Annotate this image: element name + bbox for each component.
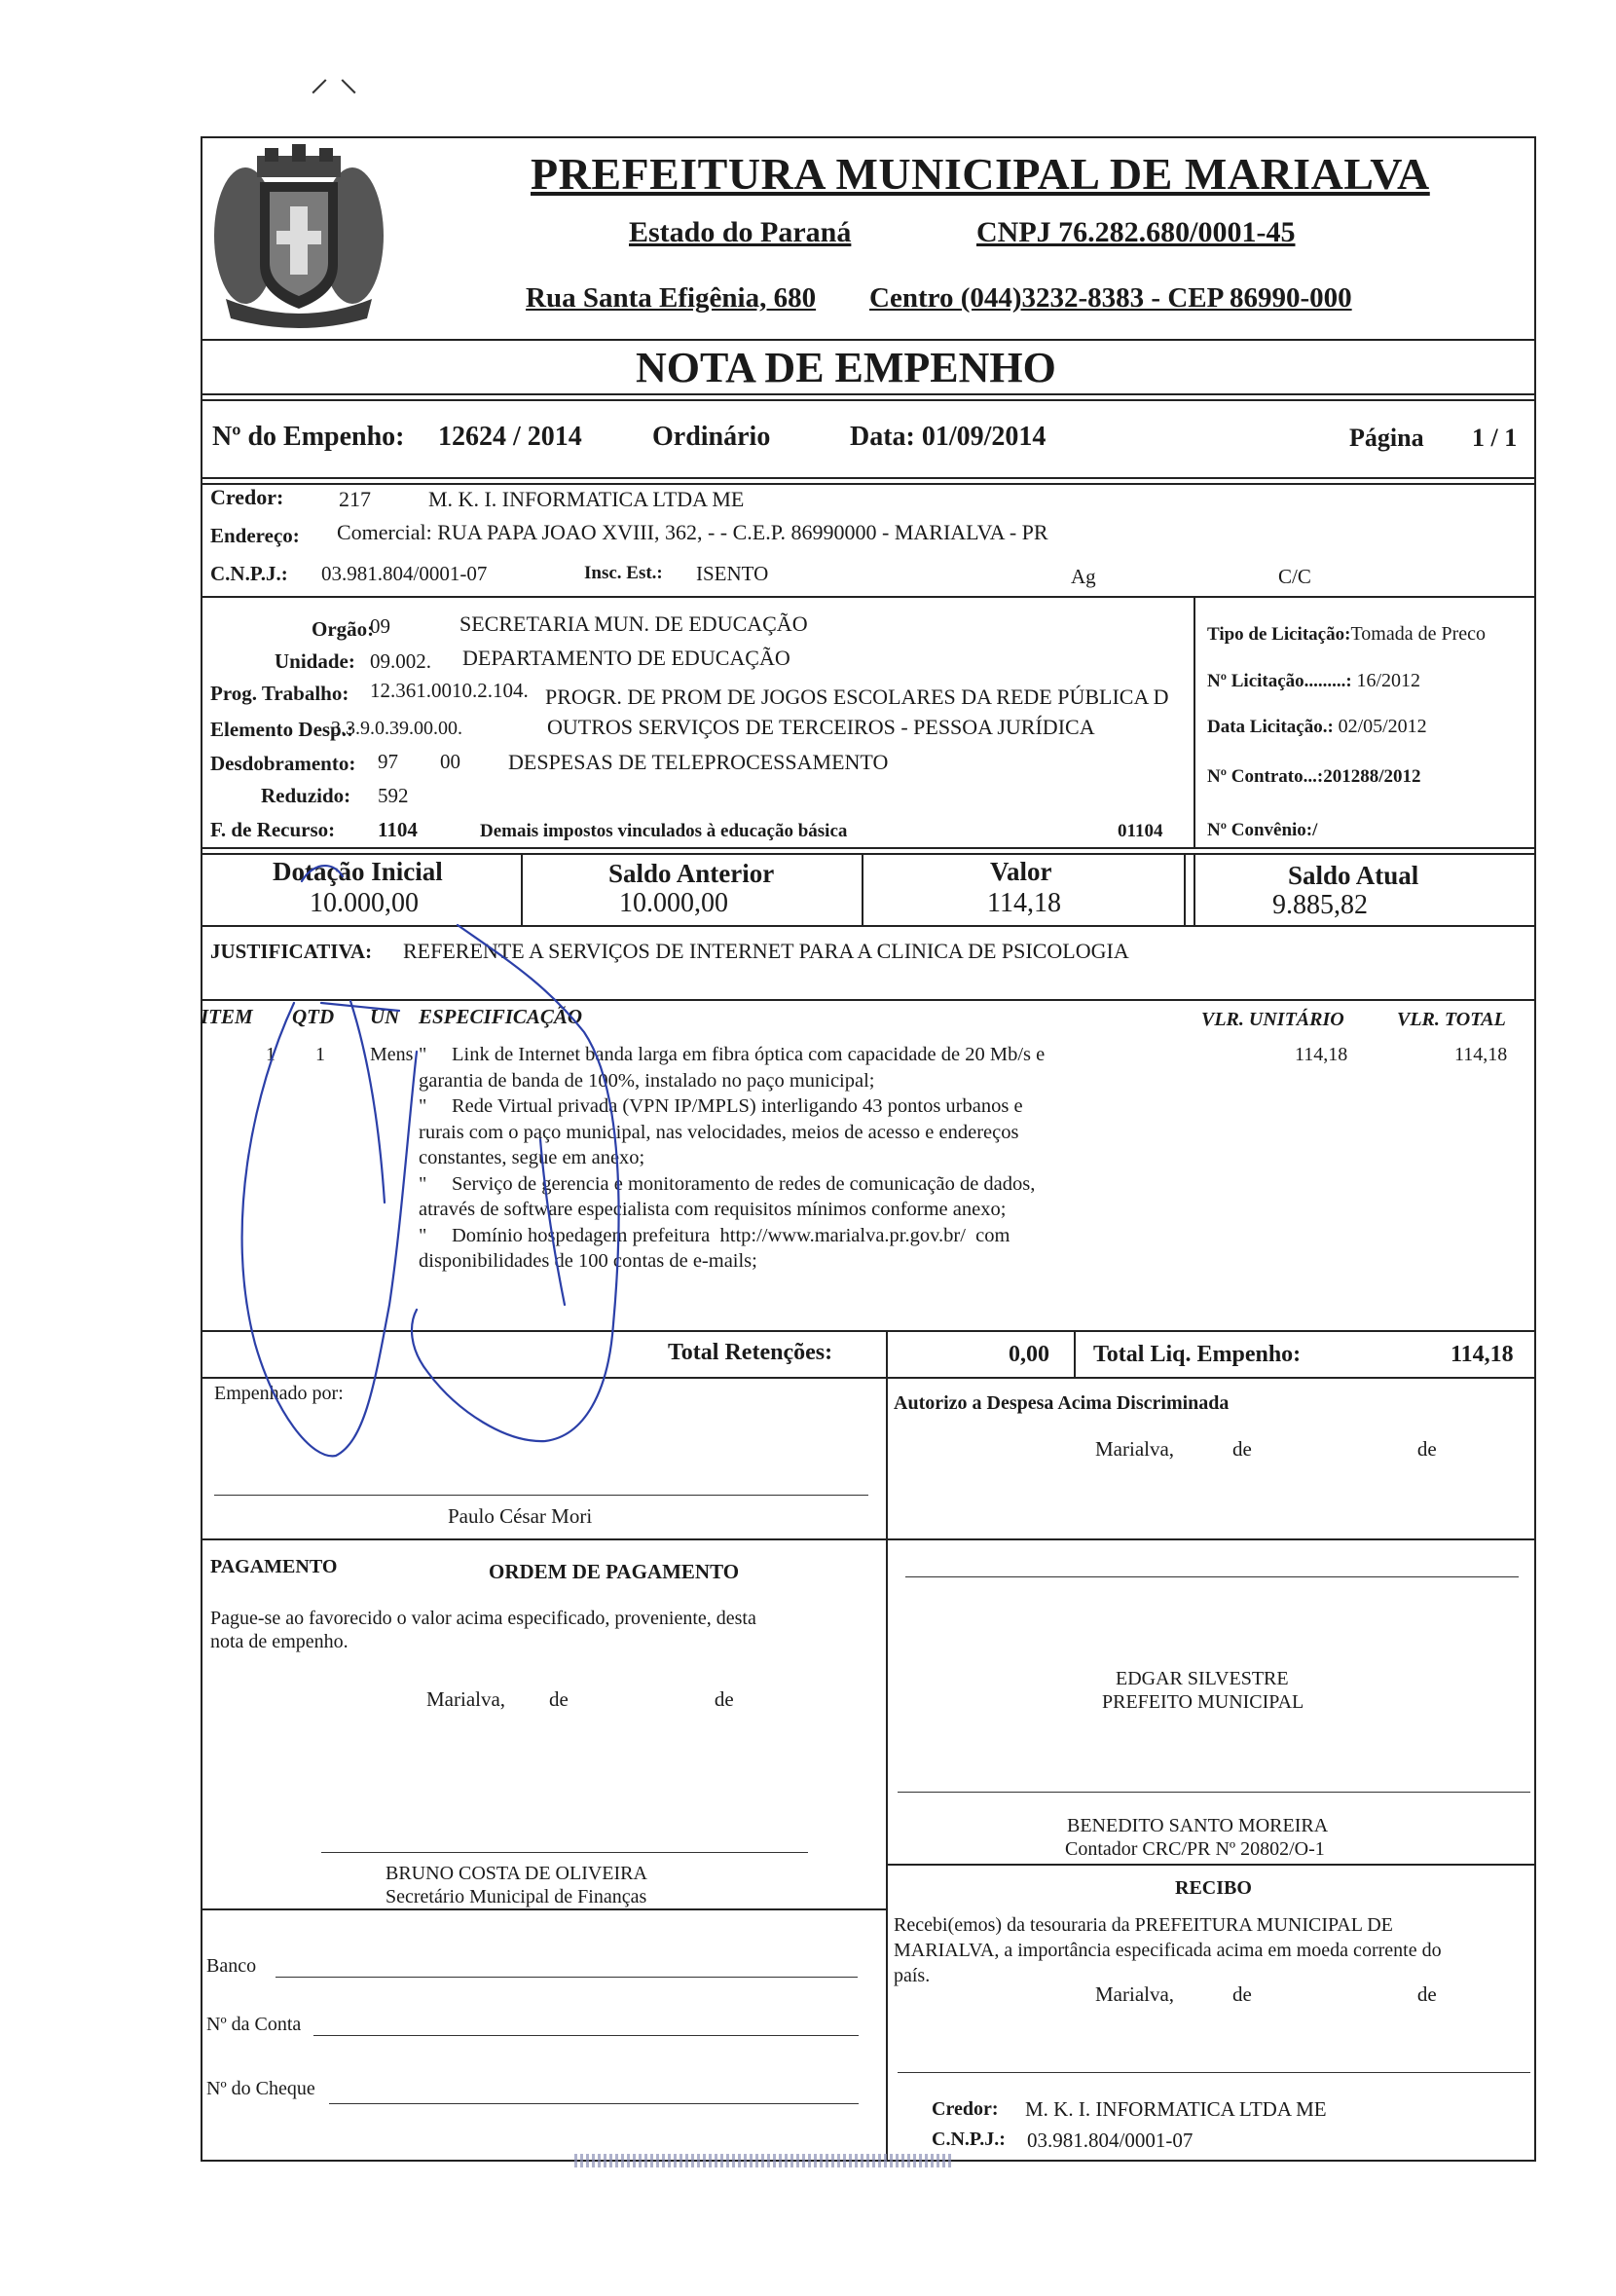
col-item: ITEM [201,1005,253,1028]
item-vlr-unit: 114,18 [1295,1044,1348,1065]
cc-label: C/C [1278,565,1311,588]
insc-label: Insc. Est.: [584,563,663,583]
spec-line: constantes, segue em anexo; [419,1147,645,1168]
item-number: 1 [266,1044,275,1065]
empenhado-por: Empenhado por: [214,1383,344,1404]
spec-line: garantia de banda de 100%, instalado no paço municipal; [419,1069,875,1092]
justificativa-text: REFERENTE A SERVIÇOS DE INTERNET PARA A CLINICA DE PSICOLOGIA [403,939,1129,963]
contador-title: Contador CRC/PR Nº 20802/O-1 [1065,1838,1325,1860]
prog-name: PROGR. DE PROM DE JOGOS ESCOLARES DA REDE PÚBLICA D [545,685,1169,709]
recibo-cnpj-value: 03.981.804/0001-07 [1027,2129,1194,2152]
credor-cnpj: 03.981.804/0001-07 [321,562,488,585]
spec-line: através de software especialista com requisitos mínimos conforme anexo; [419,1199,1007,1220]
spec-line: disponibilidades de 100 contas de e-mails; [419,1250,757,1272]
col-vlr-unit: VLR. UNITÁRIO [1201,1009,1344,1030]
doc-title: NOTA DE EMPENHO [636,344,1056,391]
desdob-name: DESPESAS DE TELEPROCESSAMENTO [508,750,889,774]
recibo-label: RECIBO [1175,1877,1252,1899]
valor-value: 114,18 [987,888,1061,918]
autorizo-despesa: Autorizo a Despesa Acima Discriminada [894,1392,1230,1414]
cheque-label: Nº do Cheque [206,2078,315,2099]
pague-text-1: Pague-se ao favorecido o valor acima especificado, proveniente, desta [210,1608,756,1629]
ag-label: Ag [1071,565,1096,588]
orgao-code: 09 [370,614,390,638]
col-espec: ESPECIFICAÇÃO [419,1005,583,1028]
prefeitura-title: PREFEITURA MUNICIPAL DE MARIALVA [531,149,1430,199]
recibo-text-3: país. [894,1965,931,1986]
insc-value: ISENTO [696,562,769,585]
spec-line: " Rede Virtual privada (VPN IP/MPLS) interligando 43 pontos urbanos e [419,1095,1023,1117]
cnpj-label: C.N.P.J.: [210,562,288,585]
pagamento-label: PAGAMENTO [210,1556,338,1577]
item-un: Mens [370,1044,414,1065]
recurso-name: Demais impostos vinculados à educação básica [480,821,848,841]
unidade-label: Unidade: [275,649,355,673]
signer-paulo: Paulo César Mori [448,1504,593,1528]
desdob-a: 97 [378,750,398,773]
address-label: Endereço: [210,524,300,547]
recibo-cnpj-label: C.N.P.J.: [932,2129,1006,2150]
saldo-atual-label: Saldo Atual [1288,861,1419,890]
reduzido-value: 592 [378,784,409,807]
spec-line: " Serviço de gerencia e monitoramento de redes de comunicação de dados, [419,1172,1036,1195]
state-label: Estado do Paraná [629,216,852,248]
banco-label: Banco [206,1955,257,1977]
bruno-name: BRUNO COSTA DE OLIVEIRA [386,1863,647,1884]
contact-header: Centro (044)3232-8383 - CEP 86990-000 [869,282,1352,314]
empenho-date: Data: 01/09/2014 [850,422,1047,452]
item-vlr-total: 114,18 [1454,1044,1508,1065]
page-number: 1 / 1 [1472,424,1518,452]
ordem-pagamento-label: ORDEM DE PAGAMENTO [489,1560,740,1583]
liq-empenho-label: Total Liq. Empenho: [1093,1342,1302,1367]
spec-line: " Link de Internet banda larga em fibra óptica com capacidade de 20 Mb/s e [419,1044,1046,1065]
empenho-number: 12624 / 2014 [438,422,582,452]
col-qtd: QTD [292,1005,335,1028]
reduzido-label: Reduzido: [261,784,351,807]
unidade-code: 09.002. [370,649,431,673]
dotacao-inicial-label: Dotação Inicial [273,857,443,886]
conta-label: Nº da Conta [206,2014,302,2035]
recibo-credor-label: Credor: [932,2098,999,2120]
saldo-anterior-label: Saldo Anterior [608,859,775,888]
recibo-credor-value: M. K. I. INFORMATICA LTDA ME [1025,2097,1327,2121]
tipo-licitacao-label: Tipo de Licitação:Tomada de Preco [1207,623,1486,645]
recurso-code: 1104 [378,818,418,841]
data-licitacao-label: Data Licitação.: 02/05/2012 [1207,716,1427,737]
justificativa-label: JUSTIFICATIVA: [210,940,373,963]
spec-line: rurais com o paço municipal, nas velocidades, meios de acesso e endereços [419,1121,1019,1143]
scan-mark: ⸝ ⸜ [310,56,358,99]
desdob-b: 00 [440,750,460,773]
retencoes-value: 0,00 [1009,1342,1049,1367]
elemento-name: OUTROS SERVIÇOS DE TERCEIROS - PESSOA JURÍDICA [547,715,1095,739]
benedito-name: BENEDITO SANTO MOREIRA [1067,1815,1329,1836]
credor-address: Comercial: RUA PAPA JOAO XVIII, 362, - - C.E.P. 86990000 - MARIALVA - PR [337,520,1048,544]
coat-of-arms-logo [206,138,391,333]
recibo-text-2: MARIALVA, a importância especificada acima em moeda corrente do [894,1940,1442,1961]
conta-field [313,2035,859,2036]
page-label: Página [1349,424,1424,452]
item-qtd: 1 [315,1044,325,1065]
unidade-name: DEPARTAMENTO DE EDUCAÇÃO [462,646,790,670]
orgao-label: Orgão: [312,617,375,641]
saldo-atual-value: 9.885,82 [1272,890,1368,920]
credor-name: M. K. I. INFORMATICA LTDA ME [428,487,745,511]
edgar-name: EDGAR SILVESTRE [1116,1668,1289,1689]
empenho-label: Nº do Empenho: [212,422,405,452]
desdob-label: Desdobramento: [210,752,356,775]
data-licitacao-value: 02/05/2012 [1338,716,1427,737]
liq-empenho-value: 114,18 [1451,1342,1514,1367]
item-specification [419,1042,1158,1275]
elemento-code: 3.3.9.0.39.00.00. [331,718,462,739]
cnpj-header: CNPJ 76.282.680/0001-45 [976,216,1296,248]
num-licitacao-label: Nº Licitação.........: 16/2012 [1207,670,1421,691]
dotacao-inicial-value: 10.000,00 [310,888,419,918]
secretario-title: Secretário Municipal de Finanças [386,1886,647,1907]
num-licitacao-value: 16/2012 [1356,670,1421,691]
credor-code: 217 [339,487,371,511]
cheque-field [329,2103,859,2104]
contrato-value: 201288/2012 [1323,766,1421,787]
city-date-2: Marialva, de de [426,1687,734,1711]
credor-label: Credor: [210,485,284,509]
recurso-label: F. de Recurso: [210,818,336,841]
address-header: Rua Santa Efigênia, 680 [526,282,817,314]
empenho-type: Ordinário [652,422,771,452]
convenio-label: Nº Convênio:/ [1207,820,1318,840]
orgao-name: SECRETARIA MUN. DE EDUCAÇÃO [459,611,808,636]
banco-field [275,1977,858,1978]
city-date-3: Marialva, de de [1095,1982,1437,2006]
prog-code: 12.361.0010.2.104. [370,679,529,702]
footer-barcode [574,2154,954,2167]
spec-line: " Domínio hospedagem prefeitura http://www.marialva.pr.gov.br/ com [419,1224,1010,1246]
contrato-label: Nº Contrato...:201288/2012 [1207,766,1421,787]
recibo-text-1: Recebi(emos) da tesouraria da PREFEITURA MUNICIPAL DE [894,1914,1393,1936]
pague-text-2: nota de empenho. [210,1631,349,1652]
valor-label: Valor [990,857,1052,886]
col-vlr-total: VLR. TOTAL [1397,1009,1506,1030]
recurso-code2: 01104 [1118,821,1163,841]
elemento-label: Elemento Desp.: [210,718,353,741]
prefeito-title: PREFEITO MUNICIPAL [1102,1691,1304,1713]
col-un: UN [370,1005,400,1028]
retencoes-label: Total Retenções: [668,1340,833,1365]
prog-label: Prog. Trabalho: [210,682,349,705]
saldo-anterior-value: 10.000,00 [619,888,728,918]
city-date-1: Marialva, de de [1095,1437,1437,1461]
tipo-licitacao-value: Tomada de Preco [1350,623,1486,645]
